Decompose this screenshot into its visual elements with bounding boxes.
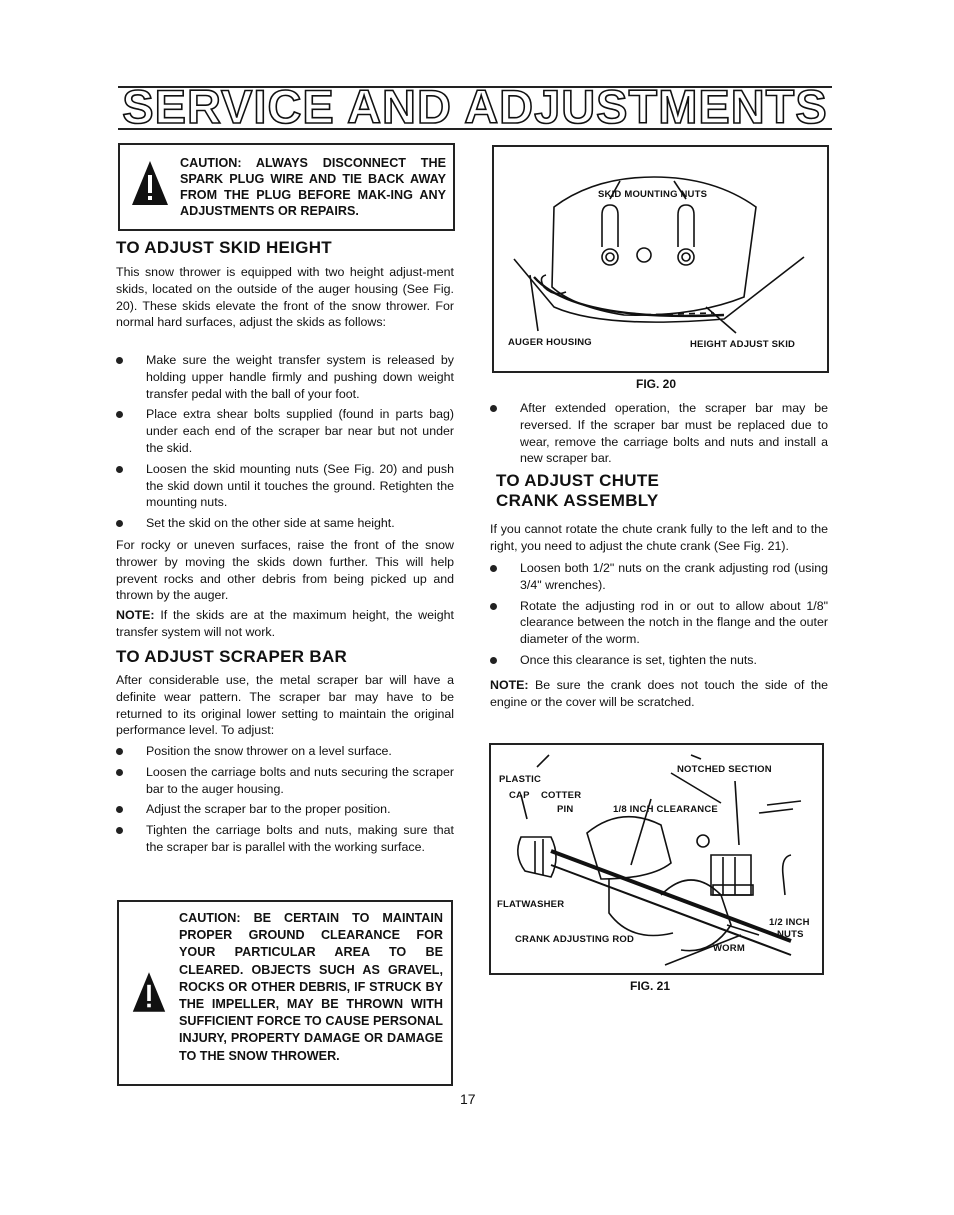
bullet-dot-icon [116, 827, 123, 834]
bullet-dot-icon [116, 520, 123, 527]
warning-triangle-icon [131, 970, 167, 1014]
note-text: Be sure the crank does not touch the side of the engine or the cover will be scratched. [490, 678, 828, 709]
list-item: Position the snow thrower on a level surface. [116, 743, 454, 760]
label-height-adjust-skid: HEIGHT ADJUST SKID [690, 339, 796, 350]
skid-height-intro: This snow thrower is equipped with two height adjust-ment skids, located on the outside of the auger housing (See Fig. 20). These skids elevate the front of the snow thrower. For normal hard surfaces, adjust the skids as follows: [116, 265, 454, 330]
figure-21-caption: FIG. 21 [630, 979, 671, 993]
chute-crank-bullets [490, 560, 828, 673]
bullet-dot-icon [116, 411, 123, 418]
list-item: Make sure the weight transfer system is released by holding upper handle firmly and pushing down weight transfer pedal with the ball of your foot. [116, 352, 454, 402]
caution-box-top [118, 143, 455, 231]
skid-height-bullets [116, 352, 454, 536]
bullet-dot-icon [490, 565, 497, 572]
label-cotter: COTTER [541, 790, 582, 801]
label-skid-mounting-nuts: SKID MOUNTING NUTS [598, 189, 708, 200]
bullet-dot-icon [116, 769, 123, 776]
label-nuts: NUTS [777, 929, 804, 940]
scraper-bar-intro: After considerable use, the metal scraper bar will have a definite wear pattern. The scraper bar may have to be returned to its original lower setting to maintain the original performance level. To adjust: [116, 673, 454, 738]
list-item: Loosen the carriage bolts and nuts securing the scraper bar to the auger housing. [116, 764, 454, 798]
bullet-dot-icon [116, 357, 123, 364]
rocky-surface-text: For rocky or uneven surfaces, raise the front of the snow thrower by moving the skids down further. This will help prevent rocks and other debris from being picked up and thrown by the auger. [116, 538, 454, 603]
label-worm: WORM [713, 943, 745, 954]
label-crank-adjusting-rod: CRANK ADJUSTING ROD [515, 934, 635, 945]
label-pin: PIN [557, 804, 574, 815]
label-plastic: PLASTIC [499, 774, 542, 785]
list-item: Loosen the skid mounting nuts (See Fig. 20) and push the skid down until it touches the ground. Retighten the mounting nuts. [116, 461, 454, 511]
caution-box-bottom [117, 900, 453, 1086]
label-notched-section: NOTCHED SECTION [677, 764, 772, 775]
reverse-scraper-bullet [490, 400, 828, 471]
label-flatwasher: FLATWASHER [497, 899, 565, 910]
list-item: Adjust the scraper bar to the proper position. [116, 801, 454, 818]
figure-21-box [489, 743, 824, 975]
heading-skid-height: TO ADJUST SKID HEIGHT [116, 238, 332, 257]
chute-crank-note [490, 677, 828, 711]
title-rule-bottom [118, 128, 832, 130]
bullet-dot-icon [116, 748, 123, 755]
bullet-dot-icon [490, 603, 497, 610]
list-item: Once this clearance is set, tighten the nuts. [490, 652, 828, 669]
caution-text-bottom: CAUTION: BE CERTAIN TO MAINTAIN PROPER GROUND CLEARANCE FOR YOUR PARTICULAR AREA TO BE CLEARED. OBJECTS SUCH AS GRAVEL, ROCKS OR OTHER DEBRIS, IF STRUCK BY THE IMPELLER, MAY BE THROWN WITH SUFFICIENT FORCE TO CAUSE PERSONAL INJURY, PROPERTY DAMAGE OR DAMAGE TO THE SNOW THROWER. [179, 911, 443, 1063]
list-item: Rotate the adjusting rod in or out to allow about 1/8" clearance between the notch in the flange and the outer diameter of the worm. [490, 598, 828, 648]
bullet-dot-icon [490, 657, 497, 664]
scraper-bar-bullets [116, 743, 454, 860]
label-clearance: 1/8 INCH CLEARANCE [613, 804, 718, 815]
heading-scraper-bar: TO ADJUST SCRAPER BAR [116, 647, 348, 666]
skid-note [116, 607, 454, 641]
list-item: After extended operation, the scraper bar may be reversed. If the scraper bar must be replaced due to wear, remove the carriage bolts and nuts and install a new scraper bar. [490, 400, 828, 467]
list-item: Tighten the carriage bolts and nuts, making sure that the scraper bar is parallel with the working surface. [116, 822, 454, 856]
label-cap: CAP [509, 790, 530, 801]
heading-chute-crank: TO ADJUST CHUTE CRANK ASSEMBLY [496, 471, 660, 510]
figure-20-caption: FIG. 20 [636, 377, 677, 391]
bullet-dot-icon [490, 405, 497, 412]
label-half-inch: 1/2 INCH [769, 917, 810, 928]
label-auger-housing: AUGER HOUSING [508, 337, 592, 348]
list-item: Loosen both 1/2" nuts on the crank adjusting rod (using 3/4" wrenches). [490, 560, 828, 594]
chute-crank-intro: If you cannot rotate the chute crank fully to the left and to the right, you need to adjust the chute crank (See Fig. 21). [490, 522, 828, 553]
bullet-dot-icon [116, 466, 123, 473]
list-item: Place extra shear bolts supplied (found in parts bag) under each end of the scraper bar near but not under the skid. [116, 406, 454, 456]
note-label: NOTE: [490, 678, 529, 692]
figure-20-box [492, 145, 829, 373]
page-title: SERVICE AND ADJUSTMENTS [122, 80, 828, 133]
list-item: Set the skid on the other side at same height. [116, 515, 454, 532]
bullet-dot-icon [116, 806, 123, 813]
caution-text-top: CAUTION: ALWAYS DISCONNECT THE SPARK PLUG WIRE AND TIE BACK AWAY FROM THE PLUG BEFORE MAK-ING ANY ADJUSTMENTS OR REPAIRS. [180, 156, 446, 218]
warning-triangle-icon [130, 159, 170, 207]
note-text: If the skids are at the maximum height, the weight transfer system will not work. [116, 608, 454, 639]
note-label: NOTE: [116, 608, 155, 622]
page-number: 17 [460, 1091, 476, 1107]
